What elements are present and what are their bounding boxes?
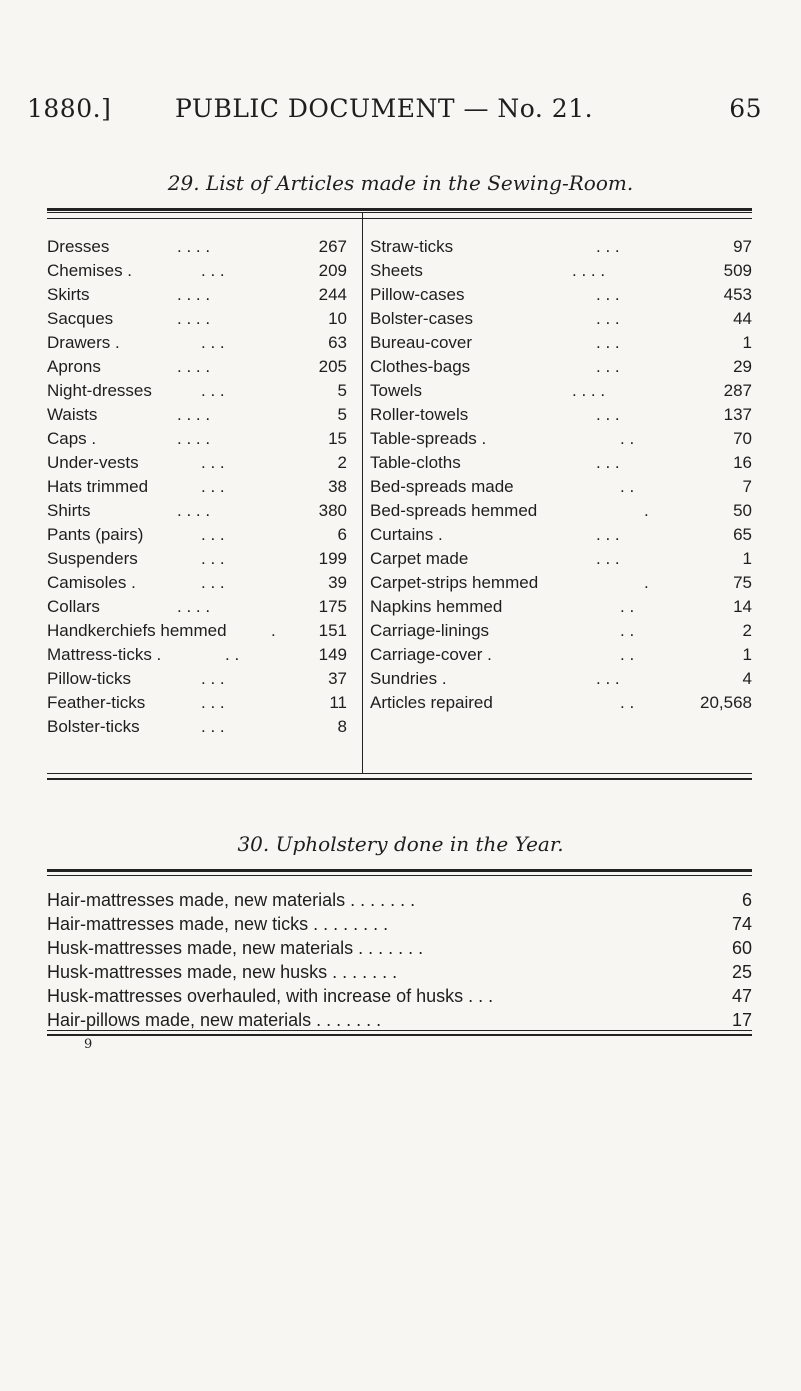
- signature-mark: 9: [84, 1037, 93, 1052]
- table-row: Table-spreads . . . 70: [370, 429, 752, 448]
- table-row: Bolster-ticks . . . 8: [47, 717, 347, 736]
- upholstery-top-rule-2: [47, 875, 752, 876]
- table-row: Clothes-bags . . . 29: [370, 357, 752, 376]
- upholstery-bottom-rule-2: [47, 1034, 752, 1036]
- table-row: Sacques . . . . 10: [47, 309, 347, 328]
- table-row: Carpet-strips hemmed . 75: [370, 573, 752, 592]
- table-row: Towels . . . . 287: [370, 381, 752, 400]
- table-row: Carriage-linings . . 2: [370, 621, 752, 640]
- header-title: PUBLIC DOCUMENT — No. 21.: [175, 94, 594, 123]
- table-bottom-rule-2: [47, 778, 752, 780]
- table-row: Sheets . . . . 509: [370, 261, 752, 280]
- table-row: Shirts . . . . 380: [47, 501, 347, 520]
- upholstery-top-rule: [47, 869, 752, 872]
- page-number: 65: [729, 94, 762, 123]
- table-row: Hair-mattresses made, new ticks . . . . . . . . 74: [47, 914, 752, 934]
- table-row: Skirts . . . . 244: [47, 285, 347, 304]
- table-row: Hair-pillows made, new materials . . . . . . . 17: [47, 1010, 752, 1030]
- table-row: Suspenders . . . 199: [47, 549, 347, 568]
- table-row: Sundries . . . . 4: [370, 669, 752, 688]
- header-year: 1880.]: [27, 94, 112, 123]
- table-row: Pants (pairs) . . . 6: [47, 525, 347, 544]
- table-row: Carriage-cover . . . 1: [370, 645, 752, 664]
- table-row: Napkins hemmed . . 14: [370, 597, 752, 616]
- table-row: Roller-towels . . . 137: [370, 405, 752, 424]
- table-row: Caps . . . . . 15: [47, 429, 347, 448]
- table-row: Straw-ticks . . . 97: [370, 237, 752, 256]
- table-row: Chemises . . . . 209: [47, 261, 347, 280]
- table-row: Feather-ticks . . . 11: [47, 693, 347, 712]
- table-row: Pillow-cases . . . 453: [370, 285, 752, 304]
- section-30-number: 30.: [237, 832, 270, 856]
- table-row: Camisoles . . . . 39: [47, 573, 347, 592]
- table-row: Table-cloths . . . 16: [370, 453, 752, 472]
- table-column-divider: [362, 213, 363, 773]
- upholstery-bottom-rule: [47, 1030, 752, 1031]
- table-row: Hats trimmed . . . 38: [47, 477, 347, 496]
- table-row: Carpet made . . . 1: [370, 549, 752, 568]
- table-row: Night-dresses . . . 5: [47, 381, 347, 400]
- table-row: Husk-mattresses overhauled, with increase of husks . . . 47: [47, 986, 752, 1006]
- table-row: Curtains . . . . 65: [370, 525, 752, 544]
- table-row: Handkerchiefs hemmed . 151: [47, 621, 347, 640]
- table-row: Drawers . . . . 63: [47, 333, 347, 352]
- table-row: Pillow-ticks . . . 37: [47, 669, 347, 688]
- section-30-caption: [0, 832, 801, 856]
- section-29-title: List of Articles made in the Sewing-Room.: [205, 171, 634, 195]
- table-row: Under-vests . . . 2: [47, 453, 347, 472]
- section-29-caption: [0, 171, 801, 195]
- table-top-rule-thin: [47, 212, 752, 213]
- table-row: Mattress-ticks . . . 149: [47, 645, 347, 664]
- table-top-rule-2: [47, 218, 752, 219]
- table-row: Dresses . . . . 267: [47, 237, 347, 256]
- table-row: Husk-mattresses made, new materials . . . . . . . 60: [47, 938, 752, 958]
- table-top-rule: [47, 208, 752, 211]
- section-30-title: Upholstery done in the Year.: [275, 832, 564, 856]
- table-row: Aprons . . . . 205: [47, 357, 347, 376]
- table-row: Bureau-cover . . . 1: [370, 333, 752, 352]
- table-row: Collars . . . . 175: [47, 597, 347, 616]
- table-row: Waists . . . . 5: [47, 405, 347, 424]
- table-row: Articles repaired . . 20,568: [370, 693, 752, 712]
- table-row: Hair-mattresses made, new materials . . . . . . . 6: [47, 890, 752, 910]
- table-row: Husk-mattresses made, new husks . . . . . . . 25: [47, 962, 752, 982]
- table-row: Bed-spreads hemmed . 50: [370, 501, 752, 520]
- table-row: Bolster-cases . . . 44: [370, 309, 752, 328]
- section-29-number: 29.: [167, 171, 200, 195]
- table-bottom-rule: [47, 773, 752, 774]
- table-row: Bed-spreads made . . 7: [370, 477, 752, 496]
